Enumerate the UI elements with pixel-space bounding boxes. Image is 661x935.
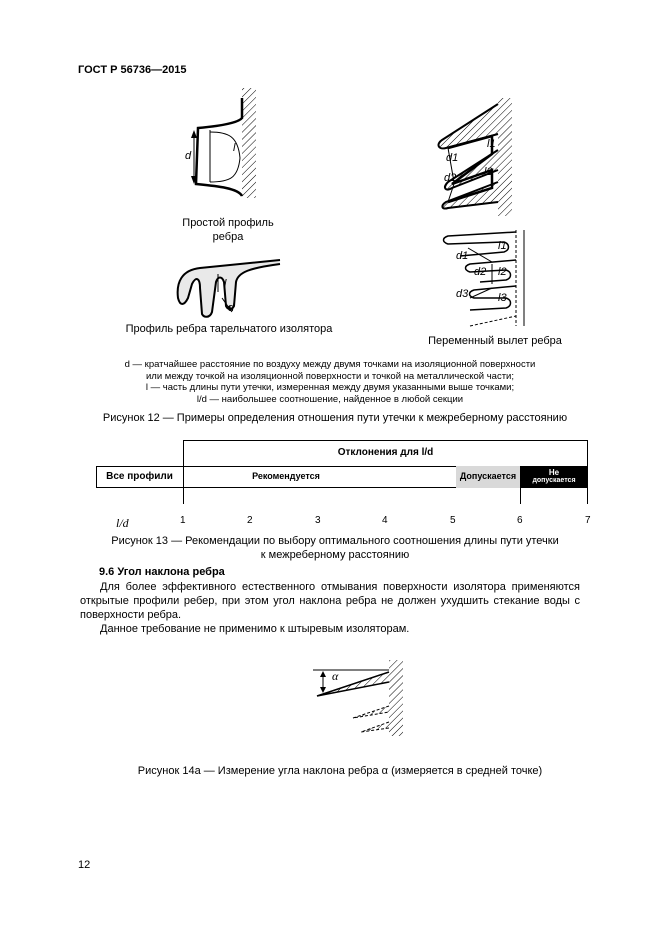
document-header: ГОСТ Р 56736—2015 [78,64,187,76]
scale-header: Отклонения для l/d [337,447,434,458]
tick-2: 2 [247,515,253,526]
figure13-caption [90,534,580,562]
bottom-d1-label: d1 [456,250,469,262]
scale-row-divider [183,466,184,488]
plate-d-label: d [228,302,235,314]
scale-recommended: Рекомендуется [252,471,320,481]
top-l2-label: l2 [484,166,493,178]
figure12-legend [80,359,580,405]
simple-d-label: d [185,150,192,162]
scale-not-allowed-line2: допускается [532,477,576,484]
alpha-label: α [332,669,339,683]
scale-divider-1 [183,488,184,504]
rib-angle-drawing [305,660,415,736]
top-d1-label: d1 [446,152,459,164]
figure12-caption: Рисунок 12 — Примеры определения отношения пути утечки к межреберному расстоянию [102,412,568,424]
simple-profile-drawing [180,88,270,198]
tick-5: 5 [450,515,456,526]
top-l1-label: l1 [487,138,496,150]
section-para2: Данное требование не применимо к штыревым изоляторам. [100,623,410,635]
figure13-caption-line2: к межреберному расстоянию [260,549,410,561]
variable-ribs-caption: Переменный вылет ребра [428,335,562,347]
plate-l-label: l [224,278,227,290]
tick-3: 3 [315,515,321,526]
bottom-d2-label: d2 [474,266,487,278]
figure13-caption-line1: Рисунок 13 — Рекомендации по выбору оптимального соотношения длины пути утечки [111,535,559,547]
legend-line-d-cont: или между точкой на изоляционной поверхности и точкой на металлической части; [146,370,514,382]
ld-scale-table [96,440,588,510]
legend-line-l: l — часть длины пути утечки, измеренная между двумя указанными выше точками; [145,382,515,393]
top-d2-label: d2 [444,172,457,184]
scale-divider-6 [520,466,521,504]
simple-profile-caption [168,216,288,244]
bottom-l2-label: l2 [498,266,507,278]
legend-line-ld: l/d — наибольшее соотношение, найденное в любой секции [196,393,464,405]
simple-caption-line2: ребра [212,231,244,243]
section-heading: 9.6 Угол наклона ребра [99,566,225,578]
scale-not-allowed-line1: Не [548,468,560,477]
scale-row-label: Все профили [106,471,173,482]
page-number: 12 [78,859,91,871]
bottom-l3-label: l3 [498,292,507,304]
simple-l-label: l [233,142,236,154]
tick-4: 4 [382,515,388,526]
simple-caption-line1: Простой профиль [182,217,274,229]
scale-allowed: Допускается [459,471,517,481]
bottom-l1-label: l1 [498,240,507,252]
bottom-d3-label: d3 [456,288,469,300]
tick-6: 6 [517,515,523,526]
legend-line-d: d — кратчайшее расстояние по воздуху между двумя точками на изоляционной поверхности [124,359,536,370]
plate-profile-caption: Профиль ребра тарельчатого изолятора [125,323,333,335]
variable-ribs-bottom-drawing [440,226,530,330]
tick-1: 1 [180,515,186,526]
section-para1: Для более эффективного естественного отмывания поверхности изолятора применяются открытые профили ребер, при этом угол наклона ребра не должен ухудшить стекание воды с поверхности ребра. [80,581,580,621]
tick-7: 7 [585,515,591,526]
scale-axis-label: l/d [116,516,129,530]
scale-divider-7 [587,440,588,504]
figure14a-caption: Рисунок 14а — Измерение угла наклона ребра α (измеряется в средней точке) [137,765,543,777]
